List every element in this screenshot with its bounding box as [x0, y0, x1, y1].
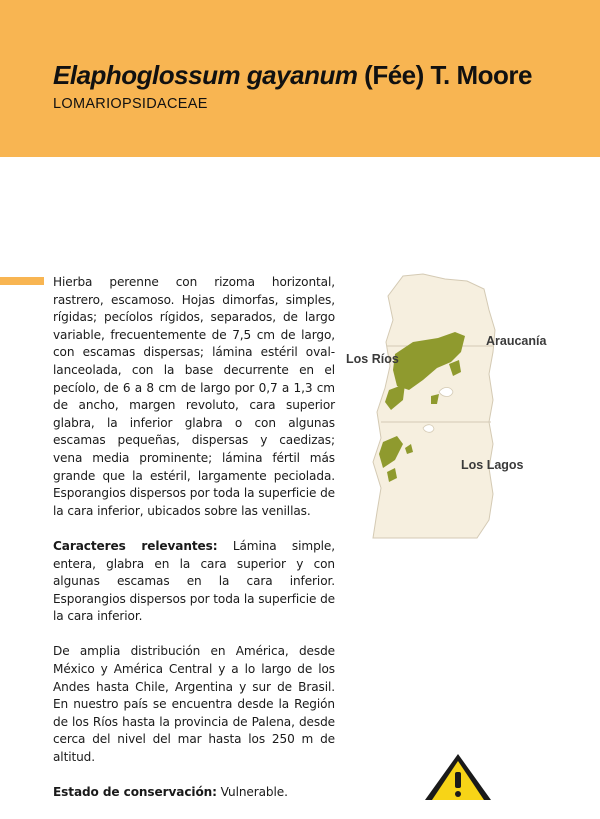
conservation-value: Vulnerable.	[216, 785, 288, 800]
species-title	[53, 60, 532, 91]
relevant-characters-label: Caracteres relevantes:	[53, 538, 218, 553]
relevant-characters-text: Lámina simple, entera, glabra en la cara superior y con algunas escamas en la cara inferior. Esporangios dispersos por toda la superficie de la cara inferior.	[53, 538, 335, 624]
warning-exclamation-dot	[455, 791, 461, 797]
warning-exclamation-bar	[455, 772, 461, 788]
family-name: LOMARIOPSIDACEAE	[53, 96, 208, 112]
map-graphic	[343, 272, 555, 540]
conservation-label: Estado de conservación:	[53, 785, 217, 800]
map-label-los-lagos: Los Lagos	[461, 458, 524, 472]
relevant-characters-paragraph	[53, 538, 335, 626]
description-column	[53, 274, 335, 819]
section-marker	[0, 277, 44, 285]
description-paragraph: Hierba perenne con rizoma horizontal, rastrero, escamoso. Hojas dimorfas, simples, rígidas; pecíolos rígidos, separados, de largo variable, frecuentemente de 7,5 cm de largo, con escamas dispersas; lámina estéril oval-lanceolada, con la base decurrente en el pecíolo, de 6 a 8 cm de largo por 0,7 a 1,3 cm de ancho, margen revoluto, cara superior glabra, la inferior glabra o con algunas escamas pequeñas, dispersas y caedizas; vena media prominente; lámina fértil más grande que la estéril, largamente peciolada. Esporangios dispersos por toda la superficie de la cara inferior, ubicados sobre las venillas.	[53, 275, 335, 518]
species-binomial: Elaphoglossum gayanum	[53, 60, 358, 90]
map-label-araucania: Araucanía	[486, 334, 547, 348]
species-authority: (Fée) T. Moore	[357, 60, 532, 90]
distribution-paragraph: De amplia distribución en América, desde México y América Central y a lo largo de los Andes hasta Chile, Argentina y sur de Brasil. En nuestro país se encuentra desde la Región de los Ríos hasta la provincia de Palena, desde cerca del nivel del mar hasta los 250 m de altitud.	[53, 644, 335, 765]
warning-icon	[423, 752, 493, 800]
distribution-map	[343, 272, 555, 540]
conservation-status	[53, 784, 335, 802]
map-label-los-rios: Los Ríos	[346, 352, 399, 366]
